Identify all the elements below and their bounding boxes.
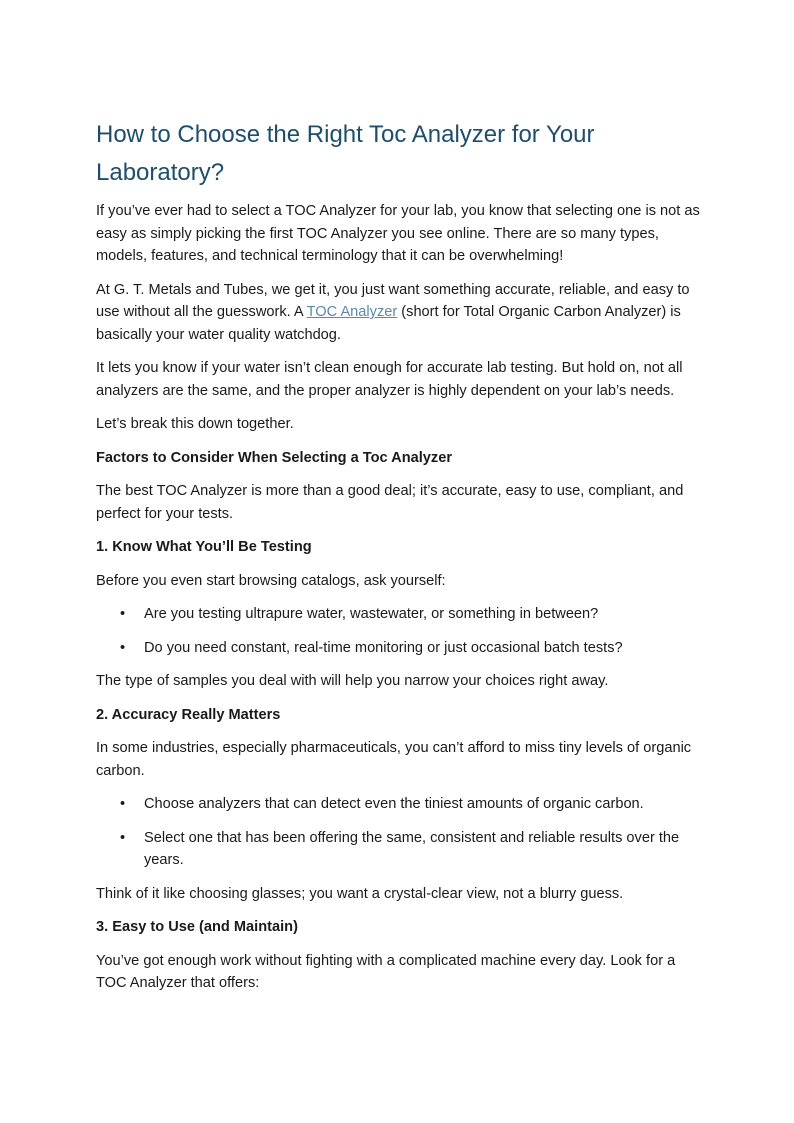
factors-intro: The best TOC Analyzer is more than a good deal; it’s accurate, easy to use, compliant, and perfect for your tests. — [96, 483, 684, 522]
section-3-heading: 3. Easy to Use (and Maintain) — [96, 919, 298, 935]
section-1-outro: The type of samples you deal with will help you narrow your choices right away. — [96, 673, 609, 689]
break-down-paragraph: Let’s break this down together. — [96, 416, 294, 432]
section-2-outro: Think of it like choosing glasses; you want a crystal-clear view, not a blurry guess. — [96, 885, 624, 902]
list-item-text: Are you testing ultrapure water, wastewater, or something in between? — [144, 606, 599, 622]
intro-paragraph: If you’ve ever had to select a TOC Analyzer for your lab, you know that selecting one is not as easy as simply picking the first TOC Analyzer you see online. There are so many types, models, features, and technical terminology that it can be overwhelming! — [96, 203, 700, 264]
section-1-intro: Before you even start browsing catalogs, ask yourself: — [96, 572, 446, 589]
company-paragraph-text-after: (short for Total Organic Carbon Analyzer) is basically your water quality watchdog. — [96, 304, 681, 343]
company-paragraph-text-before: At G. T. Metals and Tubes, we get it, you just want something accurate, reliable, and easy to use without all the guesswork. A — [96, 281, 690, 320]
bullet-icon: • — [120, 796, 126, 812]
section-2-intro: In some industries, especially pharmaceuticals, you can’t afford to miss tiny levels of organic carbon. — [96, 740, 692, 779]
section-1-heading: 1. Know What You’ll Be Testing — [96, 539, 312, 555]
page-title: How to Choose the Right Toc Analyzer for Your Laboratory? — [96, 121, 595, 186]
section-2-list — [96, 793, 700, 872]
section-2-heading: 2. Accuracy Really Matters — [96, 706, 281, 723]
watchdog-paragraph: It lets you know if your water isn’t clean enough for accurate lab testing. But hold on, not all analyzers are the same, and the proper analyzer is highly dependent on your lab’s needs. — [96, 360, 683, 399]
list-item-text: Do you need constant, real-time monitoring or just occasional batch tests? — [144, 639, 623, 656]
factors-heading: Factors to Consider When Selecting a Toc Analyzer — [96, 449, 452, 466]
list-item — [120, 603, 700, 626]
list-item — [120, 827, 700, 872]
bullet-icon: • — [120, 606, 126, 622]
section-1-list — [96, 603, 700, 659]
list-item — [120, 793, 700, 816]
list-item-text: Choose analyzers that can detect even the tiniest amounts of organic carbon. — [144, 796, 644, 812]
toc-analyzer-link[interactable]: TOC Analyzer — [306, 304, 398, 320]
list-item-text: Select one that has been offering the same, consistent and reliable results over the years. — [144, 829, 680, 868]
bullet-icon: • — [120, 829, 126, 846]
bullet-icon: • — [120, 639, 126, 656]
company-paragraph — [96, 279, 700, 347]
list-item — [120, 637, 700, 660]
document-page — [96, 116, 700, 1006]
section-3-intro: You’ve got enough work without fighting with a complicated machine every day. Look for a TOC Analyzer that offers: — [96, 952, 676, 991]
